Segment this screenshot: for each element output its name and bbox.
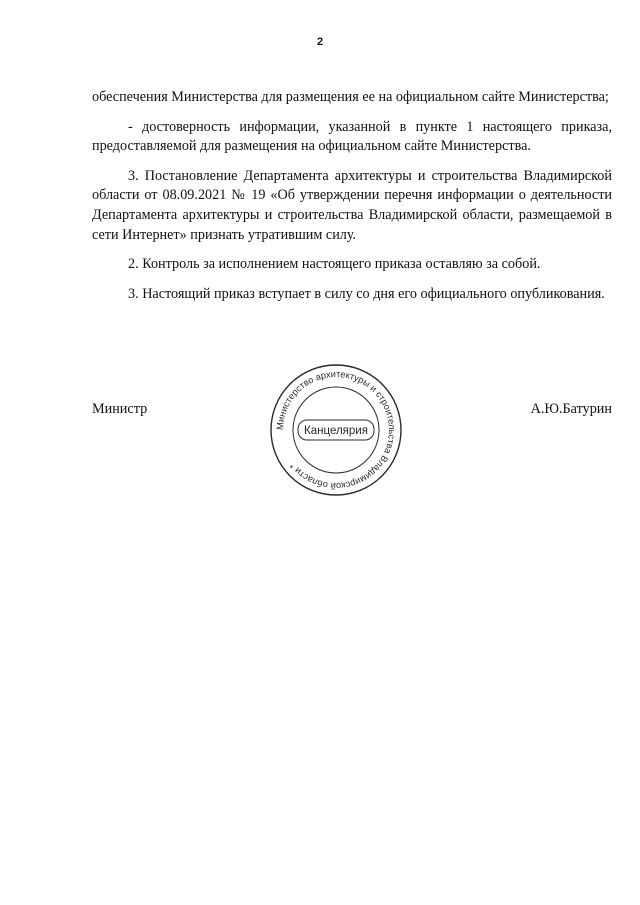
signatory-title: Министр: [92, 401, 148, 417]
document-body: [92, 88, 612, 304]
stamp-ring-text: Министерство архитектуры и строительства Владимирской области *: [274, 368, 398, 492]
stamp-center-text: Канцелярия: [304, 425, 368, 437]
paragraph-control: 2. Контроль за исполнением настоящего приказа оставляю за собой.: [128, 256, 541, 273]
page-number: 2: [316, 36, 324, 48]
paragraph-continuation: обеспечения Министерства для размещения ее на официальном сайте Министерства;: [92, 89, 609, 105]
signatory-name: А.Ю.Батурин: [530, 401, 612, 417]
paragraph-reliability: - достоверность информации, указанной в пункте 1 настоящего приказа, предоставляемой для размещения на официальном сайте Министерства.: [92, 118, 612, 155]
paragraph-effective: 3. Настоящий приказ вступает в силу со дня его официального опубликования.: [128, 285, 605, 302]
paragraph-repeal: 3. Постановление Департамента архитектуры и строительства Владимирской области от 08.09.2021 № 19 «Об утверждении перечня информации о деятельности Департамента архитектуры и строительства Владимирской области, размещаемой в сети Интернет» признать утратившим силу.: [92, 167, 612, 243]
office-stamp: [268, 362, 404, 498]
